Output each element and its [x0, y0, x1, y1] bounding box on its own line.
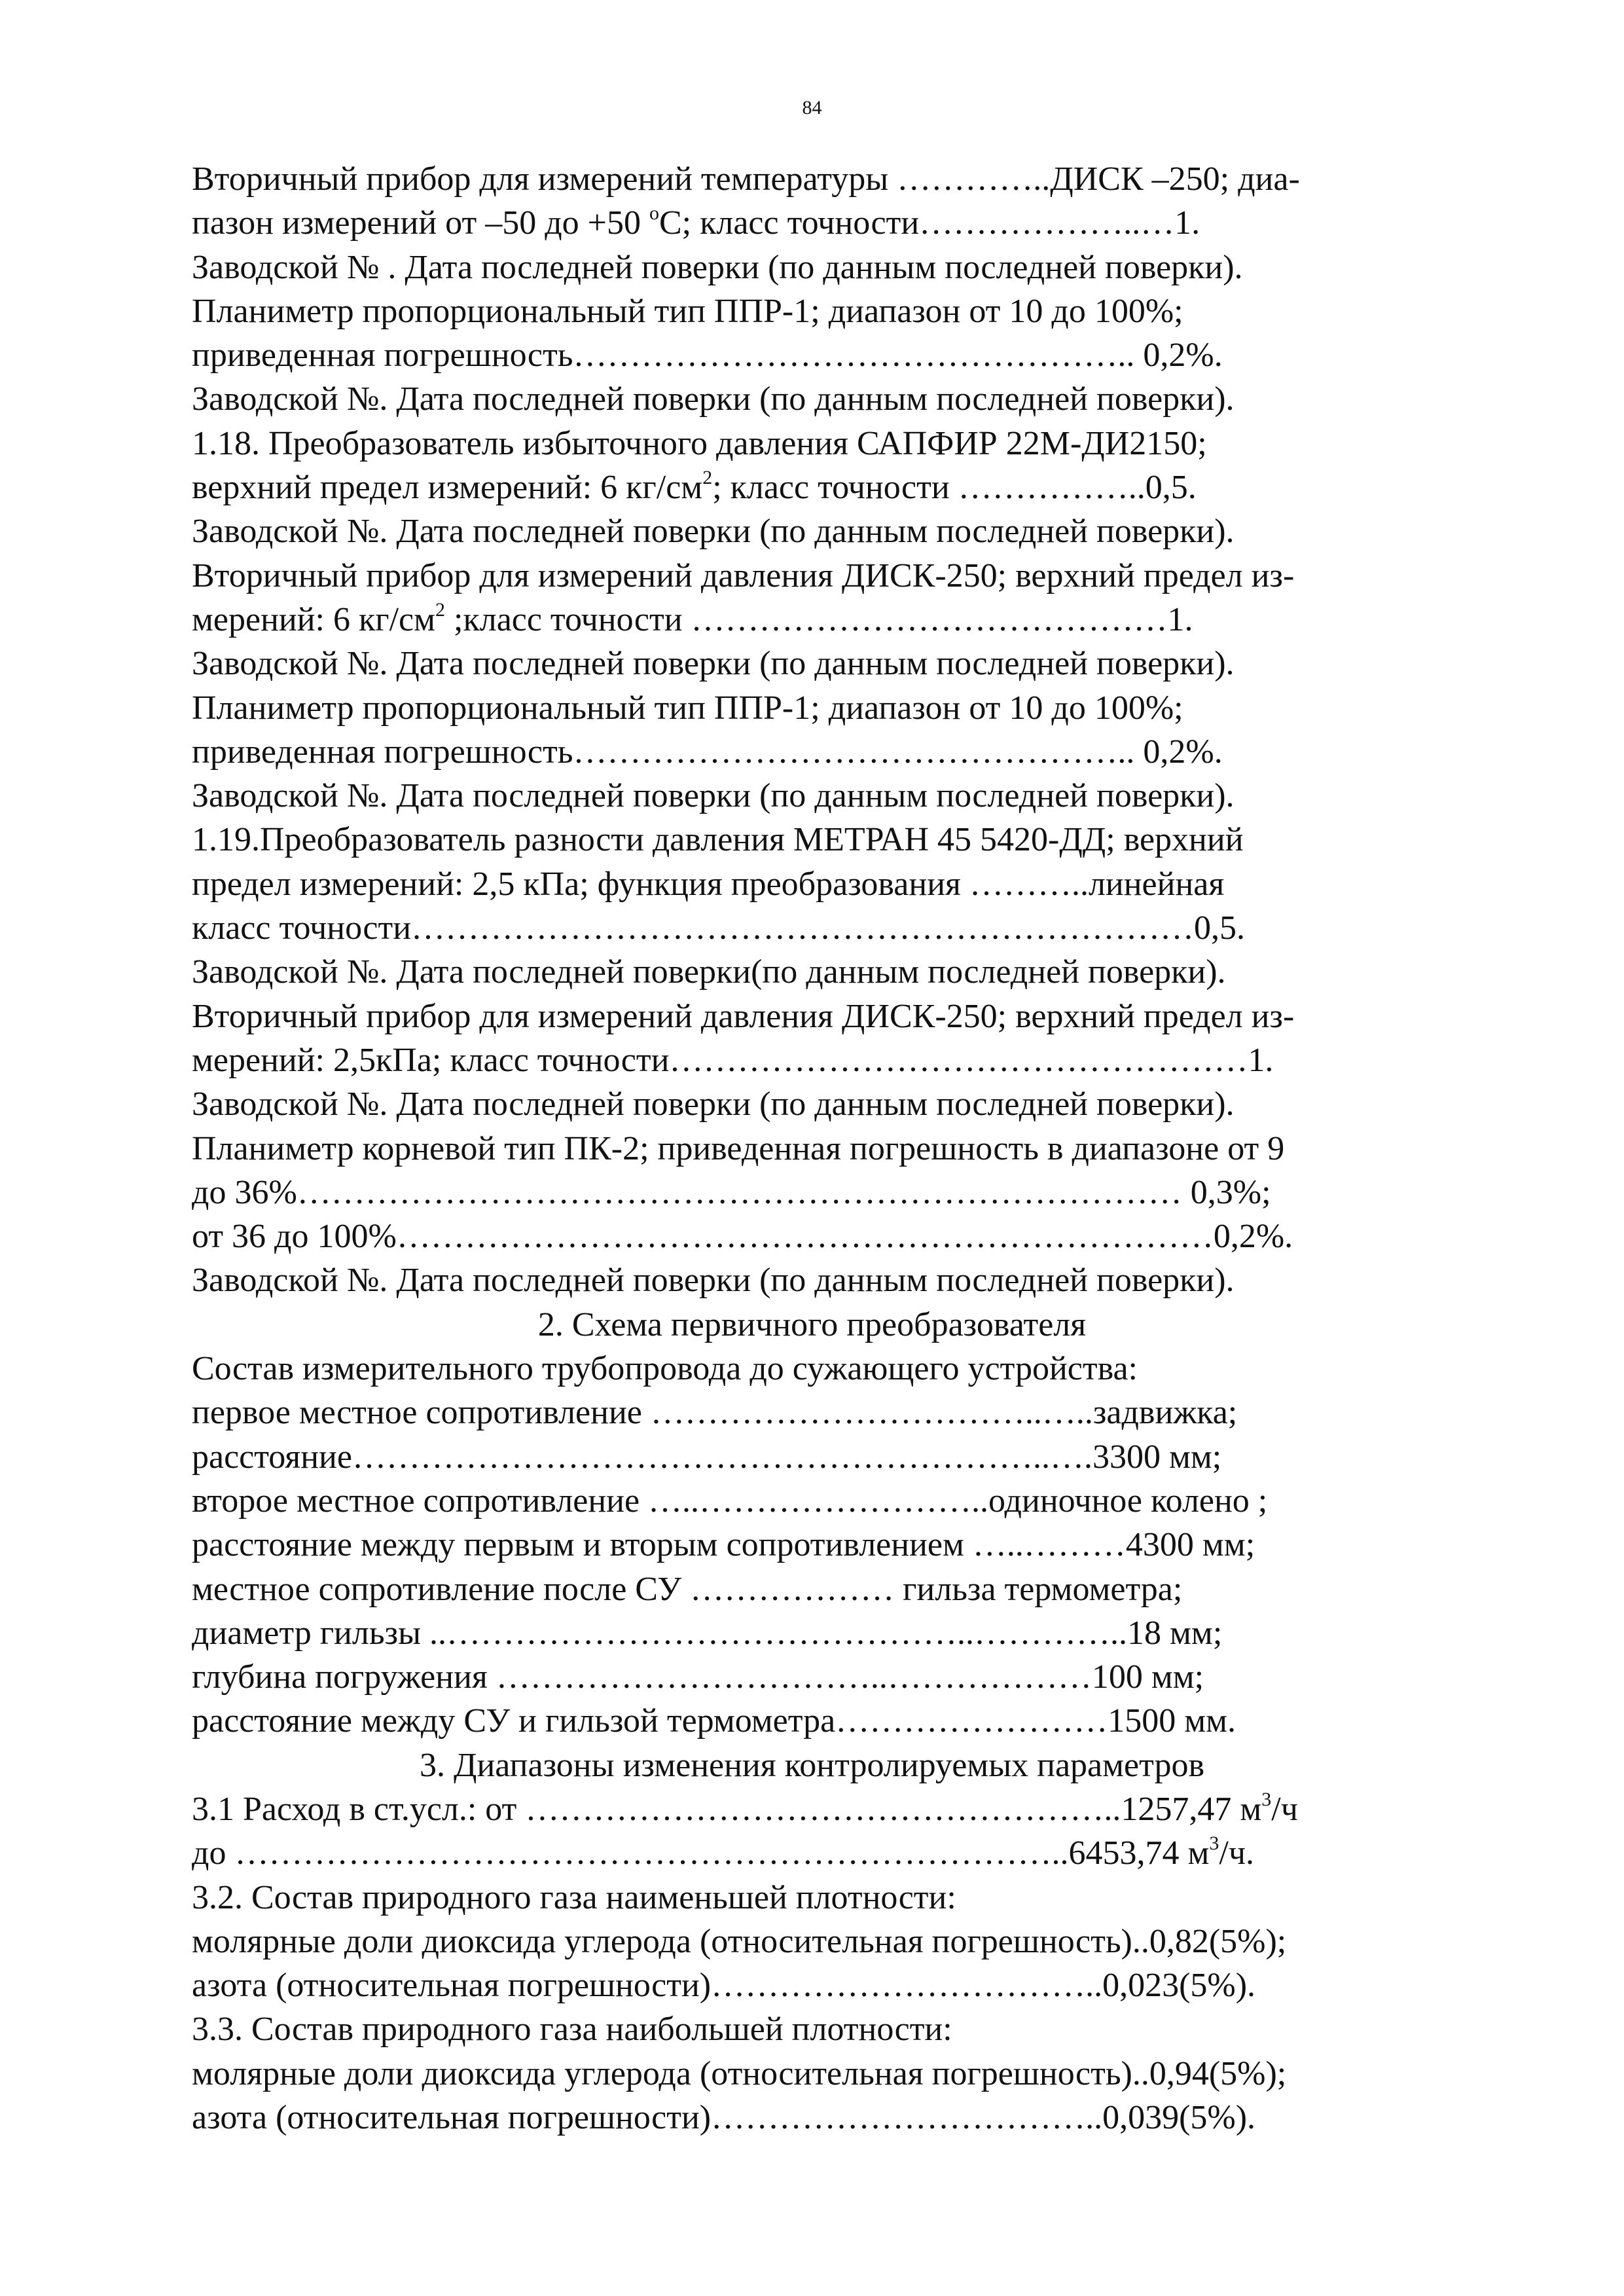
- text-line: предел измерений: 2,5 кПа; функция преобразования ………..линейная: [192, 865, 1225, 903]
- text-line: расстояние……………………………………………………..….3300 мм;: [192, 1438, 1222, 1476]
- section-heading: 3. Диапазоны изменения контролируемых параметров: [419, 1746, 1205, 1784]
- text-line: Вторичный прибор для измерений температуры …………..ДИСК –250; диа-: [192, 160, 1300, 198]
- superscript: 3: [1209, 1832, 1219, 1855]
- superscript: 3: [1261, 1788, 1272, 1810]
- text-line: Заводской №. Дата последней поверки(по данным последней поверки).: [192, 953, 1226, 991]
- text-line: 3.3. Состав природного газа наибольшей плотности:: [192, 2011, 952, 2049]
- text-line: Планиметр пропорциональный тип ППР-1; диапазон от 10 до 100%;: [192, 292, 1183, 330]
- text-line: [192, 598, 1458, 642]
- text-line: глубина погружения ……………………………..………………100 мм;: [192, 1658, 1204, 1696]
- text-line: второе местное сопротивление …..……………………..одиночное колено ;: [192, 1482, 1268, 1520]
- line-text: ;класс точности ……………………………………1.: [445, 600, 1193, 638]
- text-line: приведенная погрешность………………………………………….. 0,2%.: [192, 733, 1223, 771]
- text-line: Заводской №. Дата последней поверки (по данным последней поверки).: [192, 513, 1235, 551]
- text-line: диаметр гильзы ..………………………………………..…………..18 мм;: [192, 1614, 1223, 1652]
- text-line: молярные доли диоксида углерода (относительная погрешность)..0,94(5%);: [192, 2054, 1287, 2092]
- text-line: Заводской №. Дата последней поверки (по данным последней поверки).: [192, 380, 1235, 418]
- text-line: класс точности……………………………………………………………0,5.: [192, 909, 1246, 947]
- document-body: [192, 157, 1458, 2140]
- text-line: до 36%…………………………………………………………………… 0,3%;: [192, 1173, 1271, 1211]
- section-heading: 2. Схема первичного преобразователя: [537, 1305, 1087, 1343]
- text-line: расстояние между СУ и гильзой термометра……………………1500 мм.: [192, 1702, 1236, 1740]
- text-line: Заводской №. Дата последней поверки (по данным последней поверки).: [192, 645, 1235, 683]
- text-line: 3.2. Состав природного газа наименьшей плотности:: [192, 1878, 956, 1916]
- text-line: мерений: 2,5кПа; класс точности……………………………………………1.: [192, 1041, 1274, 1079]
- text-line: [192, 465, 1458, 509]
- text-line: Планиметр пропорциональный тип ППР-1; диапазон от 10 до 100%;: [192, 689, 1183, 727]
- superscript: 2: [702, 467, 713, 489]
- text-line: местное сопротивление после СУ ……………… гильза термометра;: [192, 1570, 1183, 1608]
- line-text: верхний предел измерений: 6 кг/см: [192, 469, 703, 507]
- text-line: Заводской №. Дата последней поверки (по данным последней поверки).: [192, 1262, 1235, 1300]
- text-line: [192, 1787, 1458, 1831]
- text-line: азота (относительная погрешности)……………………………..0,039(5%).: [192, 2099, 1256, 2137]
- superscript: 2: [435, 598, 446, 621]
- text-line: Планиметр корневой тип ПК-2; приведенная погрешность в диапазоне от 9: [192, 1129, 1285, 1167]
- line-text: 3.1 Расход в ст.усл.: от ……………………………………………..1257,47 м: [192, 1790, 1262, 1828]
- line-text: /ч: [1271, 1790, 1298, 1828]
- text-line: расстояние между первым и вторым сопротивлением …..………4300 мм;: [192, 1526, 1255, 1564]
- text-line: Вторичный прибор для измерений давления ДИСК-250; верхний предел из-: [192, 997, 1295, 1035]
- text-line: 1.19.Преобразователь разности давления МЕТРАН 45 5420-ДД; верхний: [192, 821, 1244, 859]
- text-line: Заводской №. Дата последней поверки (по данным последней поверки).: [192, 777, 1235, 815]
- text-line: Заводской №. Дата последней поверки (по данным последней поверки).: [192, 1085, 1235, 1123]
- line-text: до ………………………………………………………………..6453,74 м: [192, 1834, 1210, 1872]
- superscript: о: [649, 202, 659, 225]
- line-text: мерений: 6 кг/см: [192, 600, 436, 638]
- text-line: азота (относительная погрешности)……………………………..0,023(5%).: [192, 1967, 1256, 2005]
- text-line: Состав измерительного трубопровода до сужающего устройства:: [192, 1350, 1138, 1388]
- text-line: от 36 до 100%………………………………………………………………0,2%.: [192, 1218, 1293, 1256]
- line-text: С; класс точности………………..…1.: [659, 204, 1200, 242]
- page-number: 84: [802, 97, 822, 118]
- text-line: приведенная погрешность………………………………………….. 0,2%.: [192, 337, 1223, 374]
- text-line: молярные доли диоксида углерода (относительная погрешность)..0,82(5%);: [192, 1922, 1287, 1960]
- text-line: Заводской № . Дата последней поверки (по данным последней поверки).: [192, 248, 1243, 286]
- text-line: [192, 1831, 1458, 1875]
- text-line: первое местное сопротивление ……………………………..…..задвижка;: [192, 1394, 1238, 1432]
- line-text: /ч.: [1219, 1834, 1254, 1872]
- line-text: ; класс точности ……………..0,5.: [712, 469, 1197, 507]
- text-line: [192, 201, 1458, 245]
- line-text: пазон измерений от –50 до +50: [192, 204, 649, 242]
- text-line: 1.18. Преобразователь избыточного давления САПФИР 22М-ДИ2150;: [192, 424, 1207, 462]
- text-line: Вторичный прибор для измерений давления ДИСК-250; верхний предел из-: [192, 556, 1295, 594]
